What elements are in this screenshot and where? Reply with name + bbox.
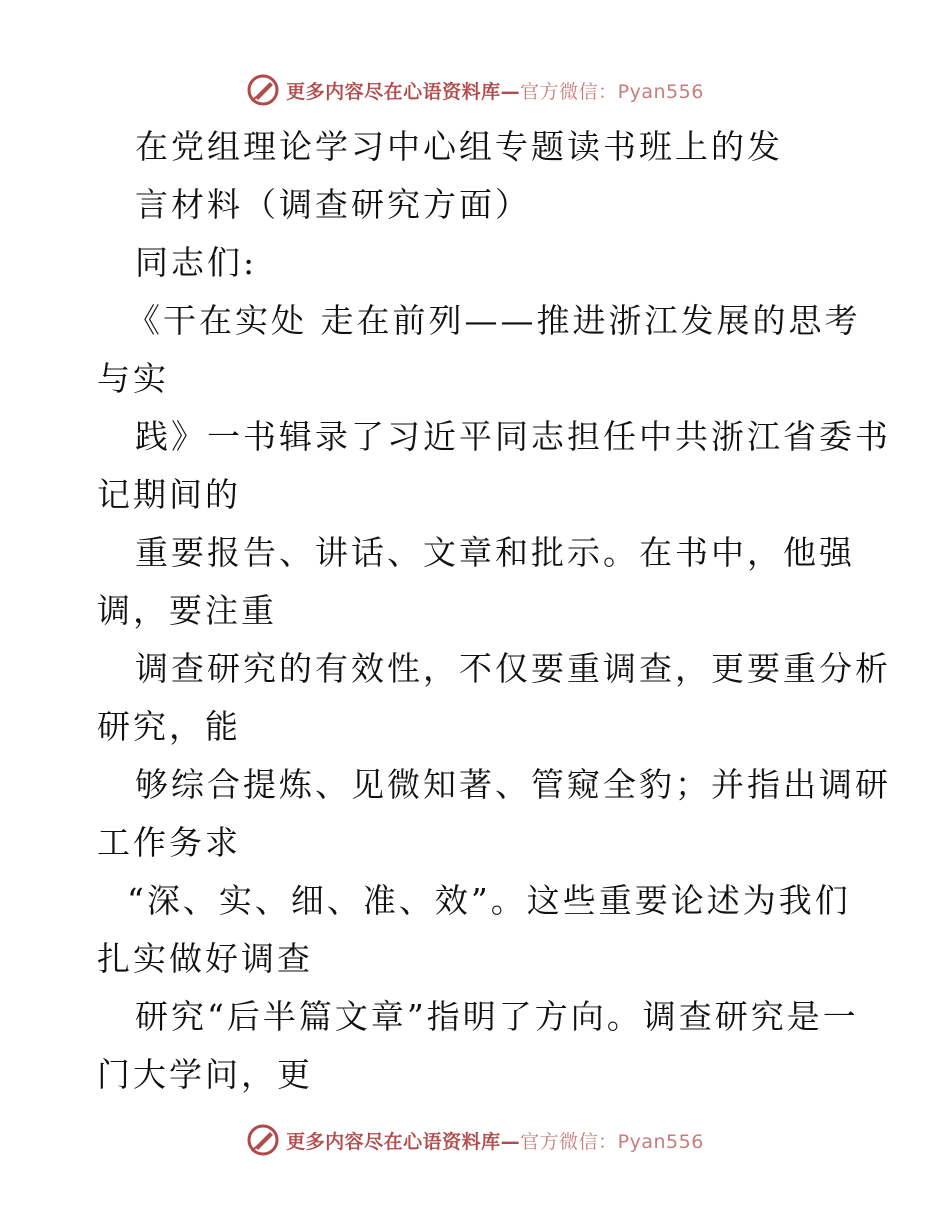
quill-pen-logo-icon (246, 73, 280, 107)
text-line: 言材料（调查研究方面） (135, 185, 531, 224)
text-line: 够综合提炼、见微知著、管窥全豹；并指出调研 (135, 765, 891, 804)
footer-watermark (0, 1120, 950, 1160)
watermark-text: 更多内容尽在心语资料库—官方微信：Pyan556 (286, 1130, 704, 1153)
text-line: 记期间的 (97, 475, 241, 514)
text-line: 践》一书辑录了习近平同志担任中共浙江省委书 (135, 417, 891, 456)
text-line: 研究，能 (97, 707, 241, 746)
text-line: 重要报告、讲话、文章和批示。在书中，他强 (135, 533, 855, 572)
header-watermark (0, 70, 950, 110)
text-line: 调查研究的有效性，不仅要重调查，更要重分析 (135, 649, 891, 688)
text-line: 门大学问，更 (97, 1055, 313, 1094)
text-line: 《干在实处 走在前列——推进浙江发展的思考 (127, 301, 861, 340)
text-line: 在党组理论学习中心组专题读书班上的发 (135, 127, 783, 166)
watermark-text: 更多内容尽在心语资料库—官方微信：Pyan556 (286, 80, 704, 103)
text-line: 与实 (97, 359, 169, 398)
text-line: 调，要注重 (97, 591, 277, 630)
text-line: 工作务求 (97, 823, 241, 862)
text-line: “深、实、细、准、效”。这些重要论述为我们 (127, 881, 851, 920)
text-line: 同志们: (135, 243, 258, 282)
quill-pen-logo-icon (246, 1123, 280, 1157)
text-line: 扎实做好调查 (97, 939, 313, 978)
text-line: 研究“后半篇文章”指明了方向。调查研究是一 (135, 997, 859, 1036)
